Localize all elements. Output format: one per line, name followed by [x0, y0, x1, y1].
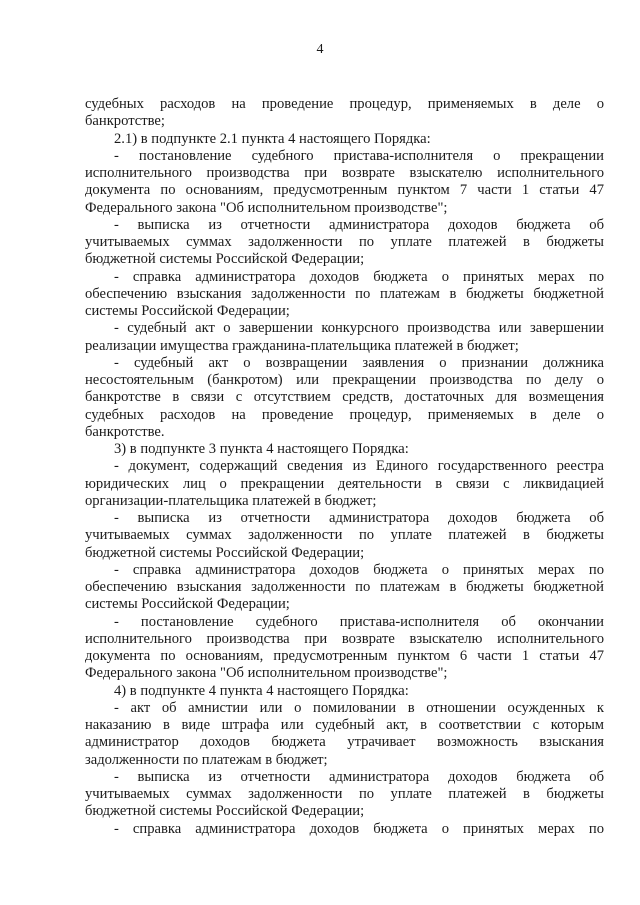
text-line: задолженности по платежам в бюджет; — [85, 751, 328, 768]
text-line: Федерального закона "Об исполнительном производстве"; — [85, 199, 448, 216]
text-line: - судебный акт о завершении конкурсного производства или завершении — [114, 320, 604, 337]
text-line: судебных расходов на проведение процедур, применяемых в деле о — [85, 96, 604, 112]
text-line: - постановление судебного пристава-исполнителя о прекращении — [114, 147, 604, 164]
text-line: - выписка из отчетности администратора доходов бюджета об — [114, 510, 604, 526]
text-line: 3) в подпункте 3 пункта 4 настоящего Порядка: — [114, 441, 409, 457]
text-line: наказанию в виде штрафа или судебный акт, в соответствии с которым — [85, 717, 604, 733]
text-line: организации-плательщика платежей в бюджет; — [85, 492, 377, 509]
text-line: несостоятельным (банкротом) или прекращении производства по делу о — [85, 372, 604, 388]
text-line: банкротстве. — [85, 423, 165, 440]
text-line: учитываемых суммах задолженности по уплате платежей в бюджеты — [85, 234, 604, 250]
text-line: - справка администратора доходов бюджета о принятых мерах по — [114, 820, 604, 837]
text-line: - судебный акт о возвращении заявления о признании должника — [114, 354, 604, 371]
text-line: банкротстве; — [85, 113, 165, 130]
text-line: - выписка из отчетности администратора доходов бюджета об — [114, 768, 604, 785]
text-line: учитываемых суммах задолженности по уплате платежей в бюджеты — [85, 786, 604, 802]
text-line: - постановление судебного пристава-исполнителя об окончании — [114, 613, 604, 630]
text-line: исполнительного производства при возврате взыскателю исполнительного — [85, 630, 604, 647]
text-line: судебных расходов на проведение процедур, применяемых в деле о — [85, 406, 604, 423]
text-line: бюджетной системы Российской Федерации; — [85, 251, 365, 268]
body-text — [85, 96, 604, 838]
text-line: администратор доходов бюджета утрачивает возможность взыскания — [85, 734, 604, 751]
text-line: - акт об амнистии или о помиловании в отношении осужденных к — [114, 699, 604, 716]
text-line: системы Российской Федерации; — [85, 596, 290, 613]
text-line: документа по основаниям, предусмотренным пунктом 6 части 1 статьи 47 — [85, 648, 604, 664]
text-line: документа по основаниям, предусмотренным пунктом 7 части 1 статьи 47 — [85, 182, 604, 199]
text-line: - справка администратора доходов бюджета о принятых мерах по — [114, 268, 604, 285]
text-line: - выписка из отчетности администратора доходов бюджета об — [114, 216, 604, 233]
text-line: бюджетной системы Российской Федерации; — [85, 544, 365, 561]
text-line: банкротстве в связи с отсутствием средств, достаточных для возмещения — [85, 389, 604, 406]
text-line: обеспечению взыскания задолженности по платежам в бюджеты бюджетной — [85, 285, 604, 302]
text-line: юридических лиц о прекращении деятельности в связи с ликвидацией — [85, 475, 604, 492]
text-line: реализации имущества гражданина-плательщика платежей в бюджет; — [85, 337, 519, 354]
text-line: Федерального закона "Об исполнительном производстве"; — [85, 665, 448, 682]
text-line: учитываемых суммах задолженности по уплате платежей в бюджеты — [85, 527, 604, 544]
text-line: 4) в подпункте 4 пункта 4 настоящего Порядка: — [114, 682, 409, 699]
text-line: обеспечению взыскания задолженности по платежам в бюджеты бюджетной — [85, 579, 604, 595]
page-number: 4 — [316, 42, 324, 57]
text-line: бюджетной системы Российской Федерации; — [85, 803, 365, 820]
text-line: исполнительного производства при возврате взыскателю исполнительного — [85, 165, 604, 181]
text-line: - документ, содержащий сведения из Единого государственного реестра — [114, 458, 604, 475]
text-line: - справка администратора доходов бюджета о принятых мерах по — [114, 561, 604, 578]
text-line: системы Российской Федерации; — [85, 303, 290, 319]
text-line: 2.1) в подпункте 2.1 пункта 4 настоящего Порядка: — [114, 130, 431, 147]
